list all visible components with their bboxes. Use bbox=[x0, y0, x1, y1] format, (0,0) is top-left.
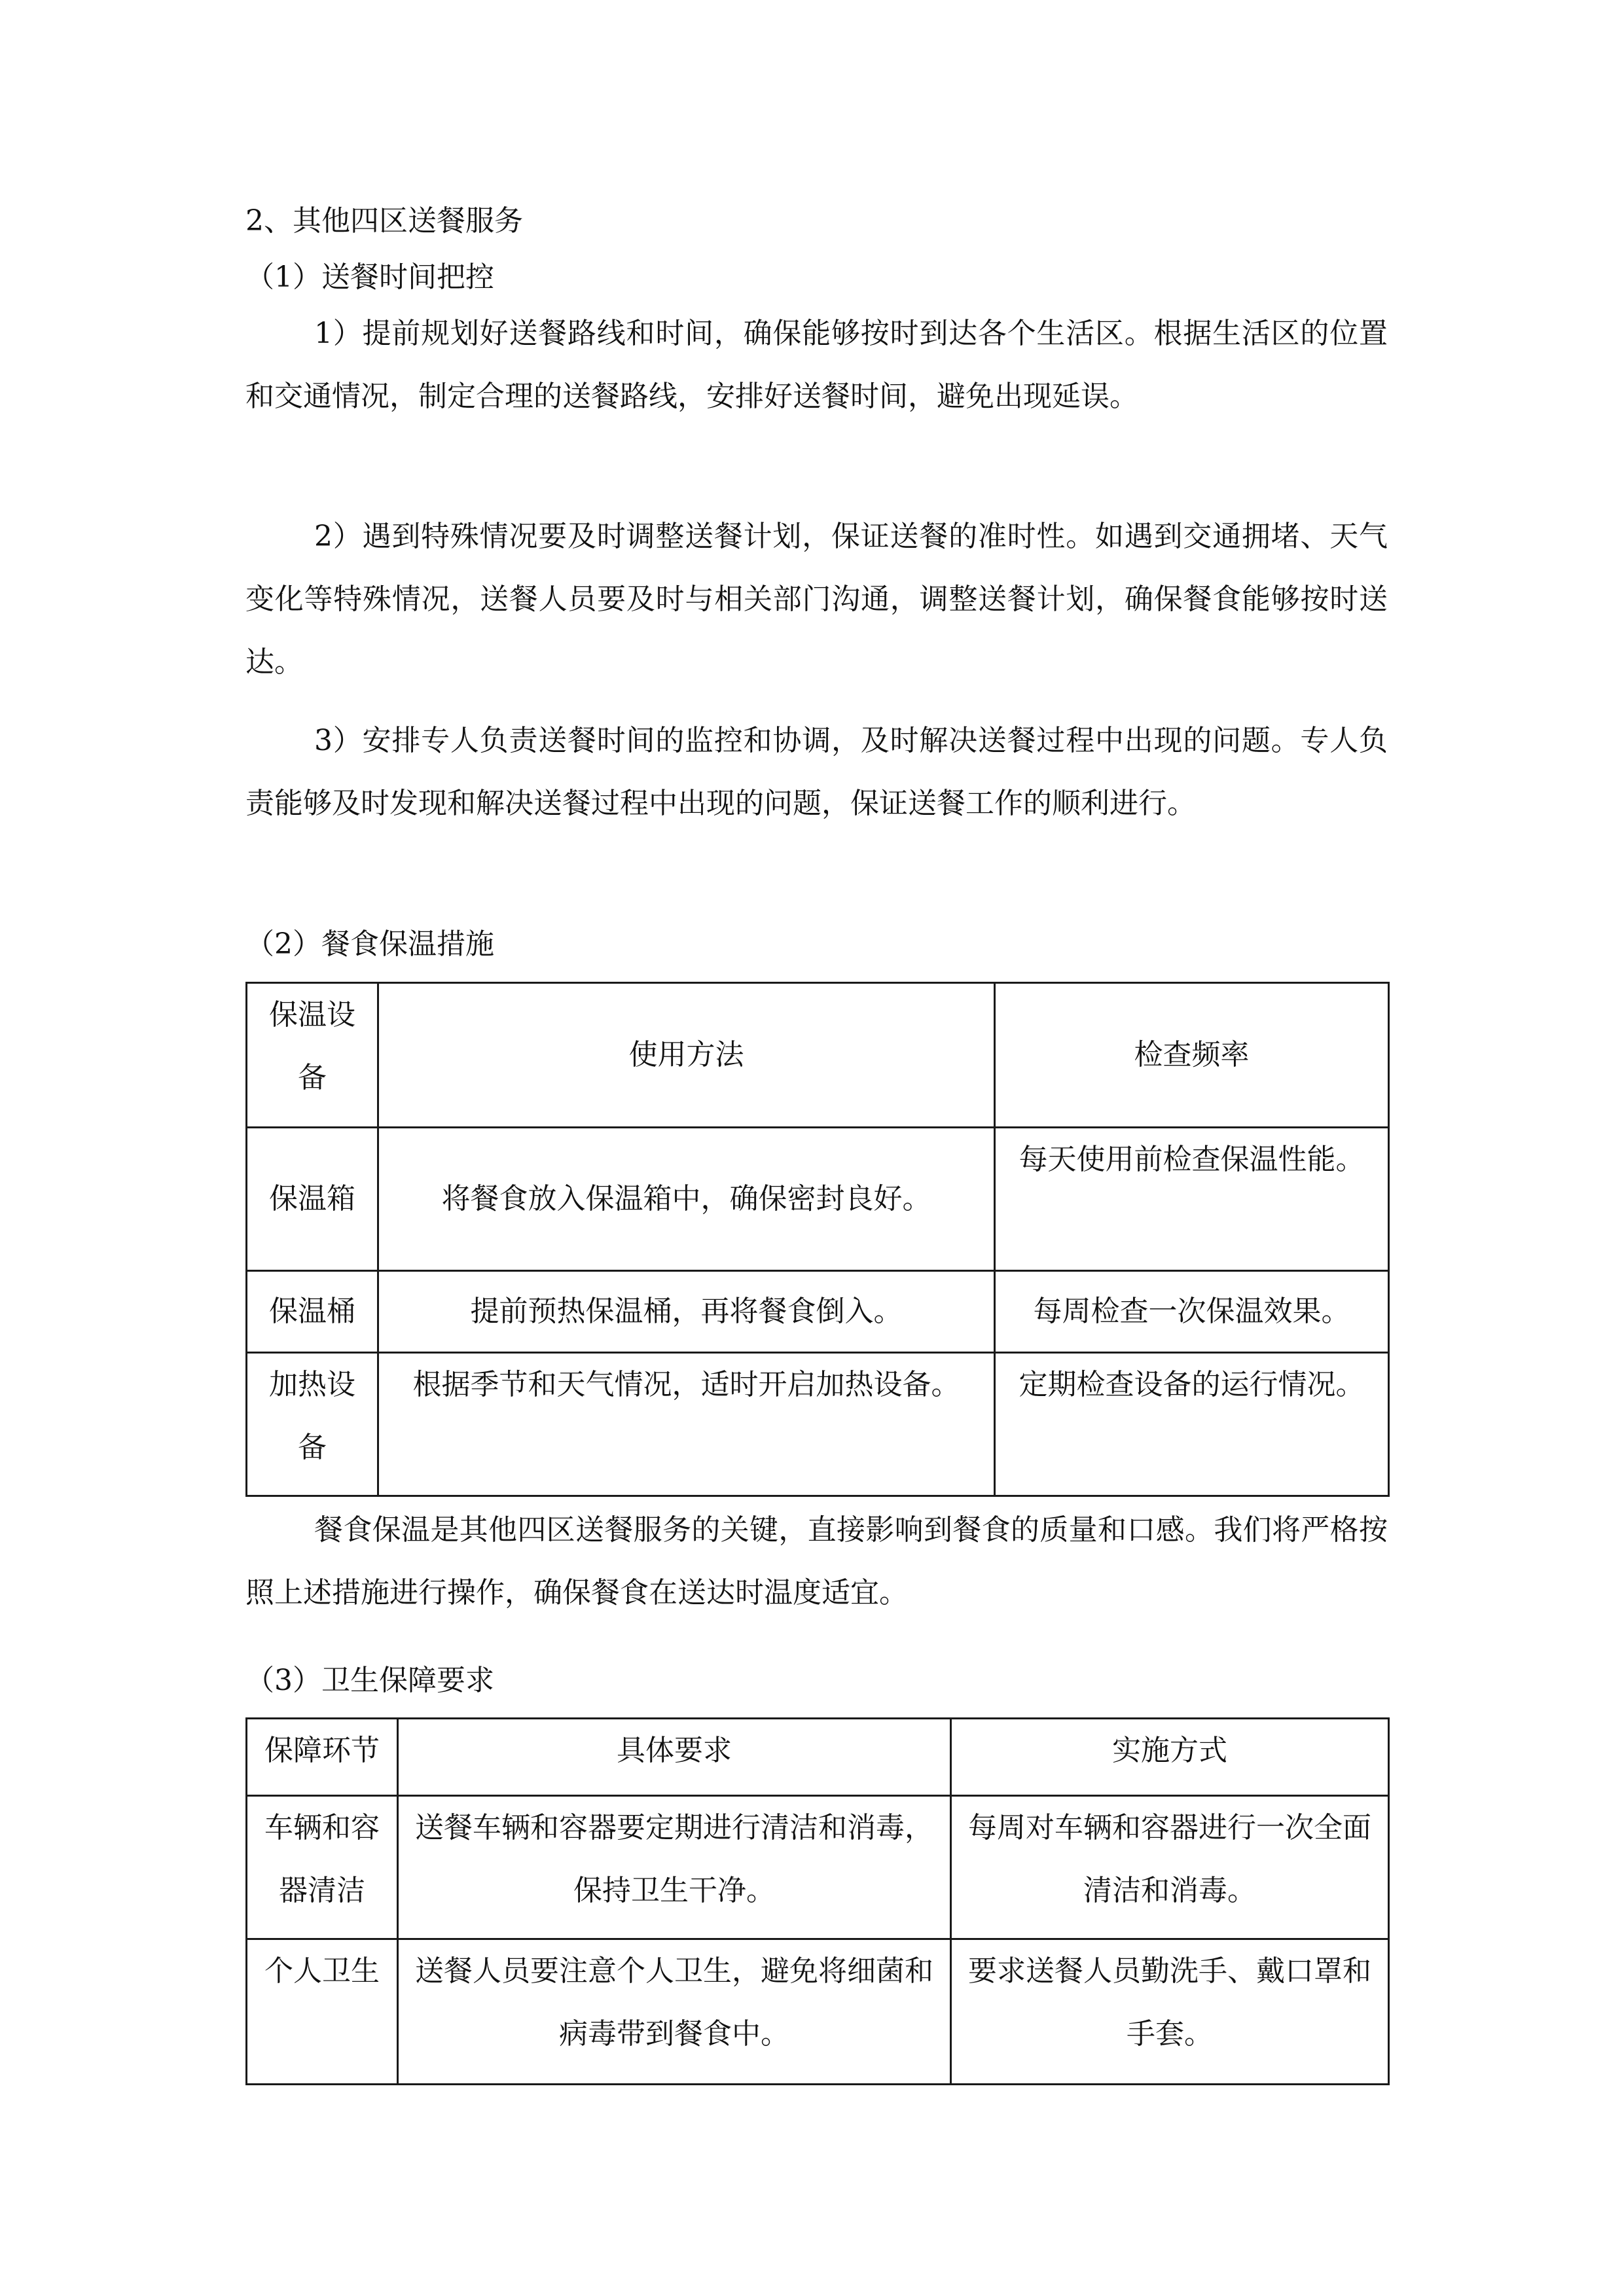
table-cell: 每周检查一次保温效果。 bbox=[995, 1271, 1389, 1353]
subsection-title-time-control: （1）送餐时间把控 bbox=[245, 260, 494, 294]
table-cell: 保温箱 bbox=[247, 1128, 378, 1271]
subsection-title-hygiene: （3）卫生保障要求 bbox=[245, 1664, 494, 1697]
paragraph-warming-note: 餐食保温是其他四区送餐服务的关键，直接影响到餐食的质量和口感。我们将严格按照上述措施进行操作，确保餐食在送达时温度适宜。 bbox=[245, 1513, 1388, 1609]
table-header-row bbox=[247, 983, 1389, 1128]
hygiene-requirements-table bbox=[245, 1717, 1390, 2085]
warming-measures-table bbox=[245, 982, 1390, 1497]
table-header-row bbox=[247, 1719, 1389, 1796]
table-header-cell: 使用方法 bbox=[378, 983, 995, 1128]
table-row bbox=[247, 1353, 1389, 1496]
table-cell: 送餐车辆和容器要定期进行清洁和消毒，保持卫生干净。 bbox=[398, 1796, 951, 1939]
table-row bbox=[247, 1128, 1389, 1271]
table-cell: 定期检查设备的运行情况。 bbox=[995, 1353, 1389, 1496]
table-cell: 将餐食放入保温箱中，确保密封良好。 bbox=[378, 1128, 995, 1271]
paragraph-dedicated-staff: 3）安排专人负责送餐时间的监控和协调，及时解决送餐过程中出现的问题。专人负责能够及时发现和解决送餐过程中出现的问题，保证送餐工作的顺利进行。 bbox=[245, 724, 1388, 820]
table-cell: 要求送餐人员勤洗手、戴口罩和手套。 bbox=[951, 1939, 1389, 2085]
table-row bbox=[247, 1939, 1389, 2085]
table-cell: 保温桶 bbox=[247, 1271, 378, 1353]
table-cell: 根据季节和天气情况，适时开启加热设备。 bbox=[378, 1353, 995, 1496]
table-cell: 每周对车辆和容器进行一次全面清洁和消毒。 bbox=[951, 1796, 1389, 1939]
table-header-cell: 检查频率 bbox=[995, 983, 1389, 1128]
table-cell: 每天使用前检查保温性能。 bbox=[995, 1128, 1389, 1271]
table-cell: 加热设备 bbox=[247, 1353, 378, 1496]
section-title: 2、其他四区送餐服务 bbox=[245, 204, 523, 238]
table-header-cell: 具体要求 bbox=[398, 1719, 951, 1796]
table-header-cell: 保温设备 bbox=[247, 983, 378, 1128]
table-header-cell: 实施方式 bbox=[951, 1719, 1389, 1796]
table-header-cell: 保障环节 bbox=[247, 1719, 398, 1796]
table-row bbox=[247, 1271, 1389, 1353]
subsection-title-warming: （2）餐食保温措施 bbox=[245, 927, 494, 961]
table-row bbox=[247, 1796, 1389, 1939]
paragraph-special-situations: 2）遇到特殊情况要及时调整送餐计划，保证送餐的准时性。如遇到交通拥堵、天气变化等特殊情况，送餐人员要及时与相关部门沟通，调整送餐计划，确保餐食能够按时送达。 bbox=[245, 520, 1388, 679]
table-cell: 送餐人员要注意个人卫生，避免将细菌和病毒带到餐食中。 bbox=[398, 1939, 951, 2085]
table-cell: 车辆和容器清洁 bbox=[247, 1796, 398, 1939]
table-cell: 提前预热保温桶，再将餐食倒入。 bbox=[378, 1271, 995, 1353]
paragraph-route-planning: 1）提前规划好送餐路线和时间，确保能够按时到达各个生活区。根据生活区的位置和交通情况，制定合理的送餐路线，安排好送餐时间，避免出现延误。 bbox=[245, 317, 1388, 413]
table-cell: 个人卫生 bbox=[247, 1939, 398, 2085]
